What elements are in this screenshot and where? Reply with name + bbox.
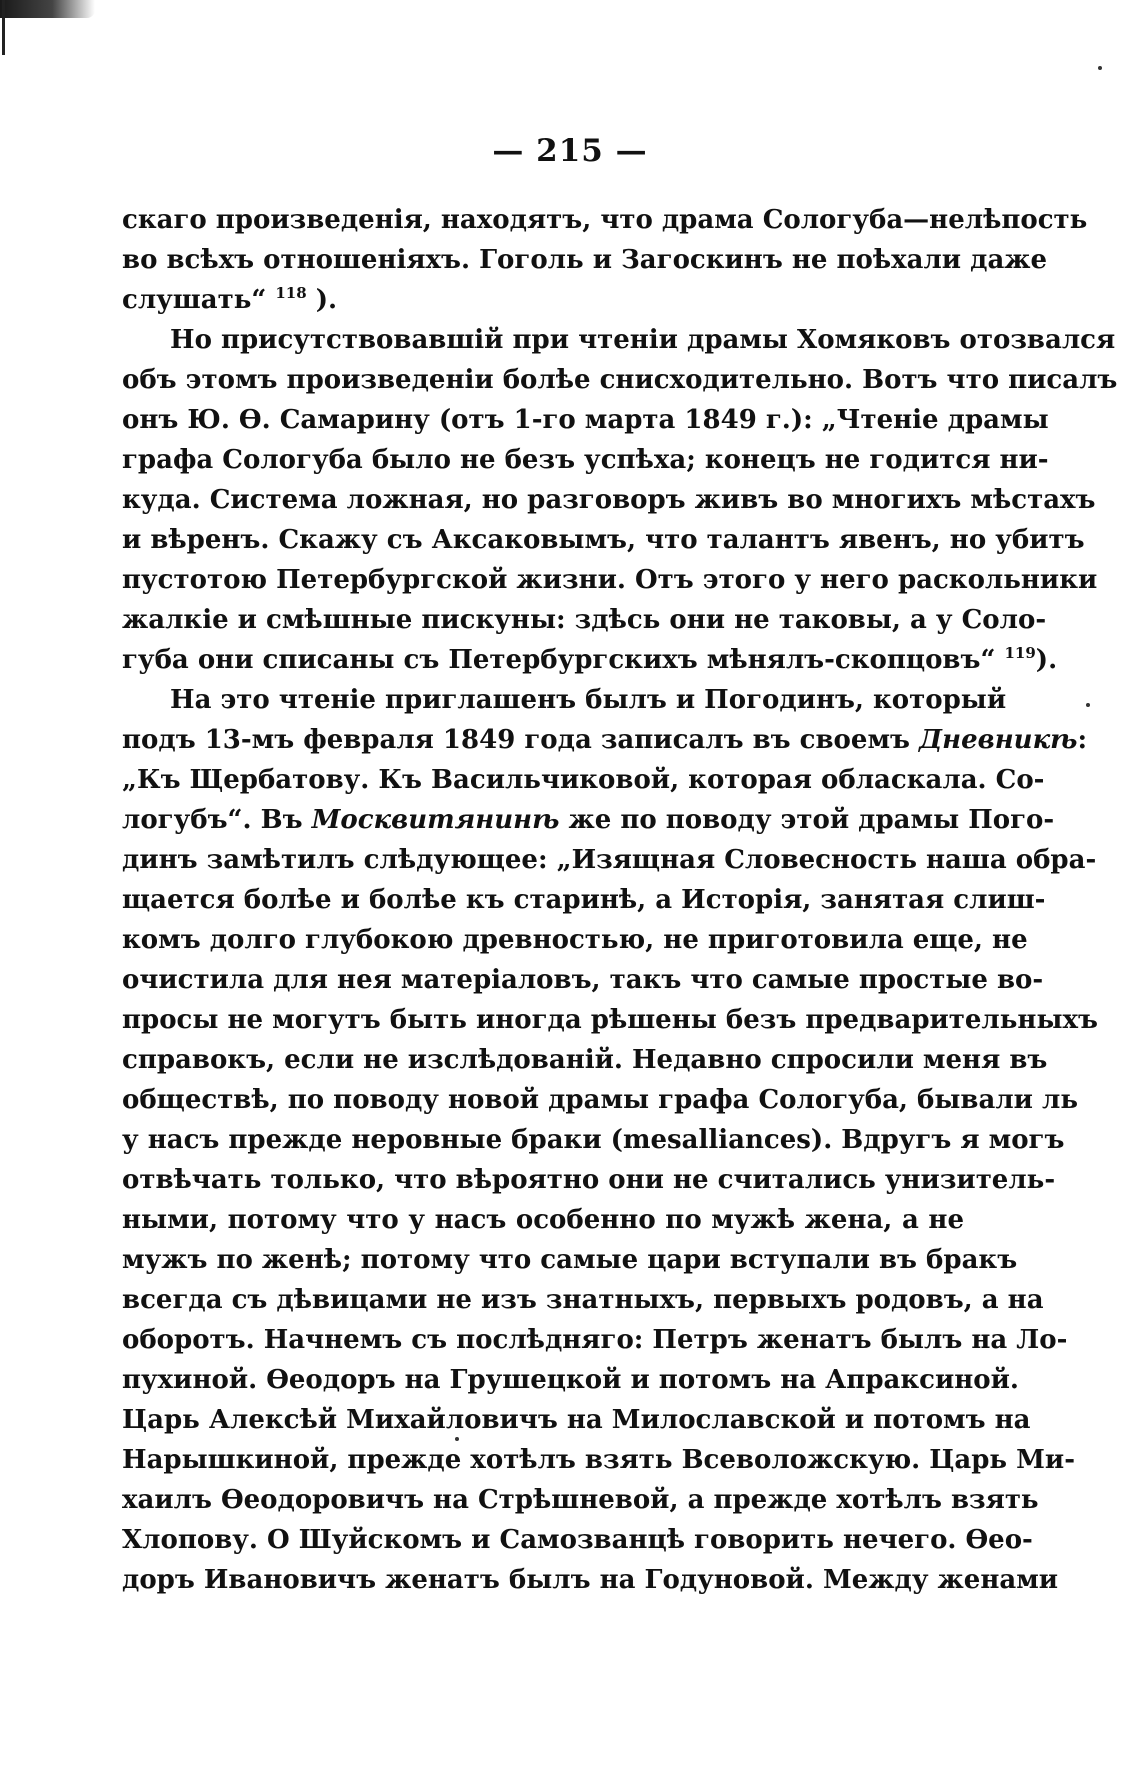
footnote-ref: 119 — [1004, 644, 1036, 662]
footnote-ref: 118 — [275, 284, 307, 302]
text-line: губа они списаны съ Петербургскихъ мѣнялъ-скопцовъ“ $^{119}$). — [122, 644, 1058, 675]
text-line: слушать“ $^{118}$ ). — [122, 284, 338, 315]
text-line: у насъ прежде неровные браки (mesalliances). Вдругъ я могъ — [122, 1125, 1065, 1155]
text-line: всегда съ дѣвицами не изъ знатныхъ, первыхъ родовъ, а на — [122, 1285, 1044, 1315]
speck — [1098, 66, 1102, 70]
text-line: обществѣ, по поводу новой драмы графа Сологуба, бывали ль — [122, 1085, 1078, 1115]
text-line: динъ замѣтилъ слѣдующее: „Изящная Словесность наша обра- — [122, 845, 1097, 875]
page-text — [122, 200, 1118, 1600]
text-line: Нарышкиной, прежде хотѣлъ взять Всеволожскую. Царь Ми- — [122, 1445, 1075, 1475]
text-line: куда. Система ложная, но разговоръ живъ во многихъ мѣстахъ — [122, 485, 1096, 515]
text-line: во всѣхъ отношеніяхъ. Гоголь и Загоскинъ не поѣхали даже — [122, 245, 1048, 275]
text-line: онъ Ю. Ѳ. Самарину (отъ 1-го марта 1849 г.): „Чтеніе драмы — [122, 405, 1049, 435]
text-line: Царь Алексѣй Михайловичъ на Милославской и потомъ на — [122, 1405, 1031, 1435]
text-line: скаго произведенія, находятъ, что драма Сологуба—нелѣпость — [122, 205, 1088, 235]
text-line: справокъ, если не изслѣдованій. Недавно спросили меня въ — [122, 1045, 1048, 1075]
paragraph-start-line: Но присутствовавшій при чтеніи драмы Хомяковъ отозвался — [170, 325, 1116, 355]
text-line: подъ 13-мъ февраля 1849 года записалъ въ своемъ Дневникѣ: — [122, 725, 1088, 755]
text-line: Хлопову. О Шуйскомъ и Самозванцѣ говорить нечего. Ѳео- — [122, 1525, 1033, 1555]
text-line: хаилъ Ѳеодоровичъ на Стрѣшневой, а прежде хотѣлъ взять — [122, 1485, 1039, 1515]
italic-title: Москвитянинѣ — [311, 805, 560, 835]
text-line: и вѣренъ. Скажу съ Аксаковымъ, что талантъ явенъ, но убитъ — [122, 525, 1085, 555]
text-line: просы не могутъ быть иногда рѣшены безъ предварительныхъ — [122, 1005, 1098, 1035]
page-number: — 215 — — [492, 133, 648, 169]
text-line: логубъ“. Въ Москвитянинѣ же по поводу этой драмы Пого- — [122, 805, 1055, 835]
scan-artifact — [0, 0, 95, 18]
speck — [1086, 703, 1090, 707]
text-line: „Къ Щербатову. Къ Васильчиковой, которая обласкала. Со- — [122, 765, 1045, 795]
paragraph-start-line: На это чтеніе приглашенъ былъ и Погодинъ, который — [170, 685, 1007, 715]
text-line: жалкіе и смѣшные пискуны: здѣсь они не таковы, а у Соло- — [122, 605, 1047, 635]
text-line: комъ долго глубокою древностью, не приготовила еще, не — [122, 925, 1028, 955]
scan-edge-artifact — [2, 0, 5, 55]
text-line: графа Сологуба было не безъ успѣха; конецъ не годится ни- — [122, 445, 1049, 475]
text-line: доръ Ивановичъ женатъ былъ на Годуновой. Между женами — [122, 1565, 1059, 1595]
text-line: щается болѣе и болѣе къ старинѣ, а Исторія, занятая слиш- — [122, 885, 1046, 915]
text-line: очистила для нея матеріаловъ, такъ что самые простые во- — [122, 965, 1044, 995]
italic-title: Дневникѣ — [919, 725, 1078, 755]
text-line: ными, потому что у насъ особенно по мужѣ жена, а не — [122, 1205, 964, 1235]
text-line: отвѣчать только, что вѣроятно они не считались унизитель- — [122, 1165, 1056, 1195]
text-line: объ этомъ произведеніи болѣе снисходительно. Вотъ что писалъ — [122, 365, 1118, 395]
text-line: пустотою Петербургской жизни. Отъ этого у него раскольники — [122, 565, 1098, 595]
text-line: пухиной. Ѳеодоръ на Грушецкой и потомъ на Апраксиной. — [122, 1365, 1019, 1395]
text-line: мужъ по женѣ; потому что самые цари вступали въ бракъ — [122, 1245, 1018, 1275]
text-line: оборотъ. Начнемъ съ послѣдняго: Петръ женатъ былъ на Ло- — [122, 1325, 1068, 1355]
